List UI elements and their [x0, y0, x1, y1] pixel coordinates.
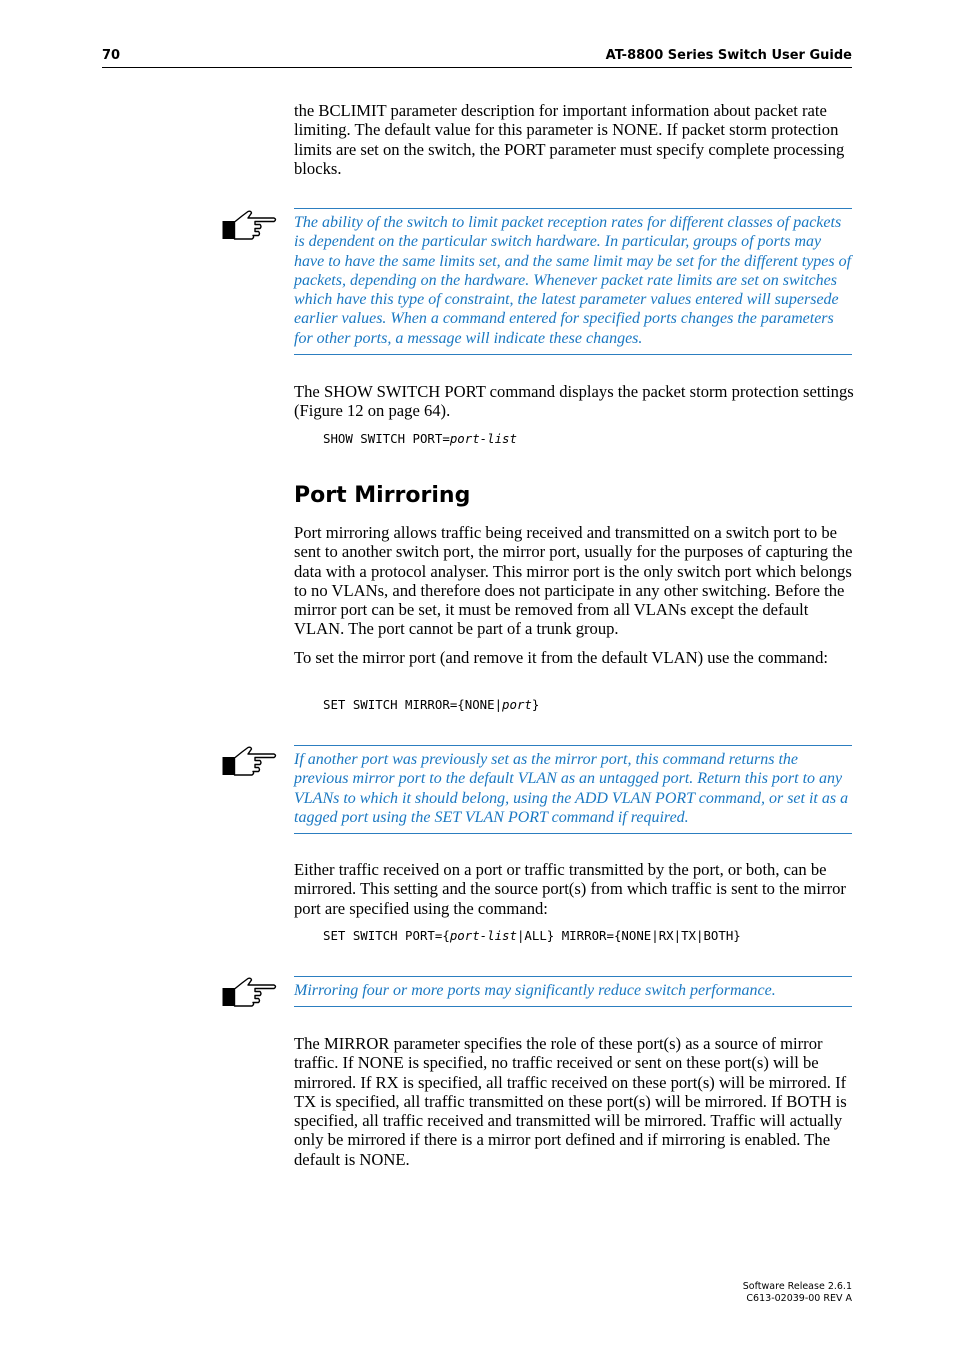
pointing-hand-icon	[222, 977, 278, 1007]
note-performance: Mirroring four or more ports may significantly reduce switch performance.	[294, 976, 852, 1007]
pointing-hand-icon	[222, 746, 278, 776]
command-argument: port-list	[449, 431, 517, 446]
intro-paragraph: the BCLIMIT parameter description for important information about packet rate limiting. The default value for this parameter is NONE. If packet storm protection limits are set on the switch, the PORT parameter must specify complete processing blocks.	[294, 101, 845, 178]
software-release: Software Release 2.6.1	[742, 1281, 852, 1292]
mirror-command-intro: To set the mirror port (and remove it from the default VLAN) use the command:	[294, 648, 828, 667]
command-argument: port	[502, 697, 532, 712]
mirror-source-paragraph: Either traffic received on a port or traffic transmitted by the port, or both, can be mirrored. This setting and the source port(s) from which traffic is sent to the mirror port are specified using the command:	[294, 860, 846, 918]
command-text: }	[531, 697, 540, 712]
show-switch-command	[323, 431, 517, 446]
set-mirror-command	[323, 697, 539, 712]
command-text: SET SWITCH MIRROR={NONE|	[323, 697, 503, 712]
pointing-hand-icon	[222, 210, 278, 240]
note-rate-limits: The ability of the switch to limit packet reception rates for different classes of packets is dependent on the particular switch hardware. In particular, groups of ports may have to have the same limits set, and the same limit may be set for the different types of packets, depending on the hardware. Whenever packet rate limits are set on switches which have this type of constraint, the latest parameter values entered will supersede earlier values. When a command entered for specified ports changes the parameters for other ports, a message will indicate these changes.	[294, 208, 852, 355]
command-text: |ALL} MIRROR={NONE|RX|TX|BOTH}	[516, 928, 741, 943]
document-id: C613-02039-00 REV A	[746, 1293, 852, 1304]
note-mirror-port: If another port was previously set as the mirror port, this command returns the previous mirror port to the default VLAN as an untagged port. Return this port to any VLANs to which it should belong, using the ADD VLAN PORT command, or set it as a tagged port using the SET VLAN PORT command if required.	[294, 745, 852, 834]
command-argument: port-list	[449, 928, 517, 943]
show-switch-paragraph: The SHOW SWITCH PORT command displays the packet storm protection settings (Figure 12 on page 64).	[294, 382, 854, 421]
set-port-mirror-command	[323, 928, 741, 943]
page-number: 70	[102, 48, 121, 63]
section-heading: Port Mirroring	[294, 483, 471, 508]
mirror-intro-paragraph: Port mirroring allows traffic being received and transmitted on a switch port to be sent to another switch port, the mirror port, usually for the purposes of capturing the data with a protocol analyser. This mirror port is the only switch port which belongs to no VLANs, and therefore does not participate in any other switching. Before the mirror port can be set, it must be removed from all VLANs except the default VLAN. The port cannot be part of a trunk group.	[294, 523, 853, 639]
guide-title: AT-8800 Series Switch User Guide	[605, 48, 852, 63]
page-header	[102, 47, 852, 68]
command-text: SHOW SWITCH PORT=	[323, 431, 450, 446]
page-footer	[743, 1281, 852, 1305]
mirror-parameter-paragraph: The MIRROR parameter specifies the role of these port(s) as a source of mirror traffic. If NONE is specified, no traffic received or sent on these port(s) will be mirrored. If RX is specified, all traffic received on these port(s) will be mirrored. If TX is specified, all traffic transmitted on these port(s) will be mirrored. If BOTH is specified, all traffic received and transmitted will be mirrored. Traffic will actually only be mirrored if there is a mirror port defined and if mirroring is enabled. The default is NONE.	[294, 1034, 847, 1169]
command-text: SET SWITCH PORT={	[323, 928, 450, 943]
